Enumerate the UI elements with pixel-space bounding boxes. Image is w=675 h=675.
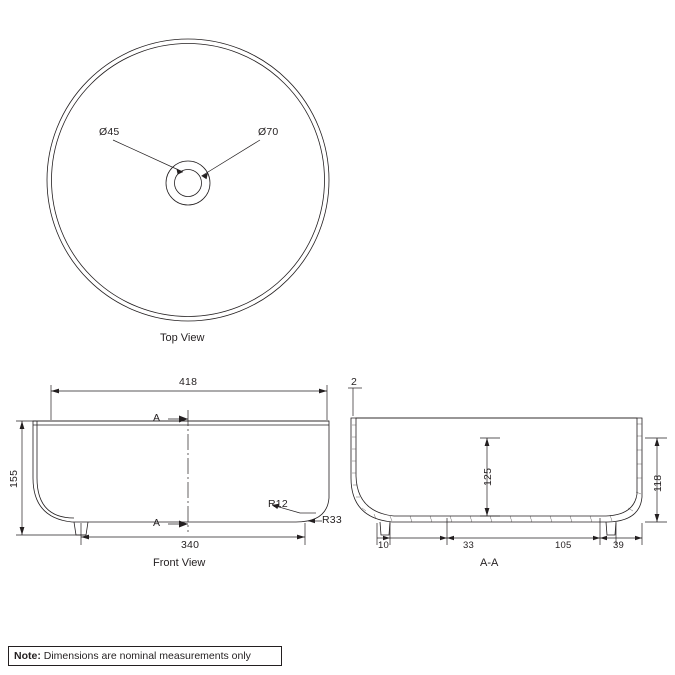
dimension-2	[348, 388, 362, 416]
note-body: Dimensions are nominal measurements only	[40, 650, 251, 662]
note-box	[8, 646, 282, 666]
label-418: 418	[179, 376, 198, 388]
label-diameter-70: Ø70	[258, 126, 279, 138]
label-10: 10	[378, 540, 389, 551]
label-r12: R12	[268, 498, 288, 510]
dimension-155	[16, 421, 86, 535]
section-mark-top: A	[153, 412, 161, 424]
label-155: 155	[8, 469, 20, 488]
front-view-title: Front View	[153, 557, 206, 569]
label-340: 340	[181, 539, 200, 551]
top-view-leaders	[113, 140, 260, 179]
label-diameter-45: Ø45	[99, 126, 120, 138]
dimension-418	[51, 385, 327, 420]
front-view-geometry	[33, 421, 329, 535]
label-105: 105	[555, 540, 572, 551]
label-125: 125	[482, 467, 494, 486]
section-line-aa	[168, 410, 188, 532]
label-39: 39	[613, 540, 624, 551]
section-view-title: A-A	[480, 557, 499, 569]
top-view-title: Top View	[160, 332, 205, 344]
note-prefix: Note:	[14, 650, 41, 662]
note-text	[14, 650, 251, 662]
section-view-geometry	[351, 418, 642, 535]
label-33: 33	[463, 540, 474, 551]
label-118: 118	[652, 474, 664, 492]
label-r33: R33	[322, 514, 342, 526]
top-view-geometry	[47, 39, 329, 321]
section-mark-bottom: A	[153, 517, 161, 529]
label-2: 2	[351, 376, 358, 388]
